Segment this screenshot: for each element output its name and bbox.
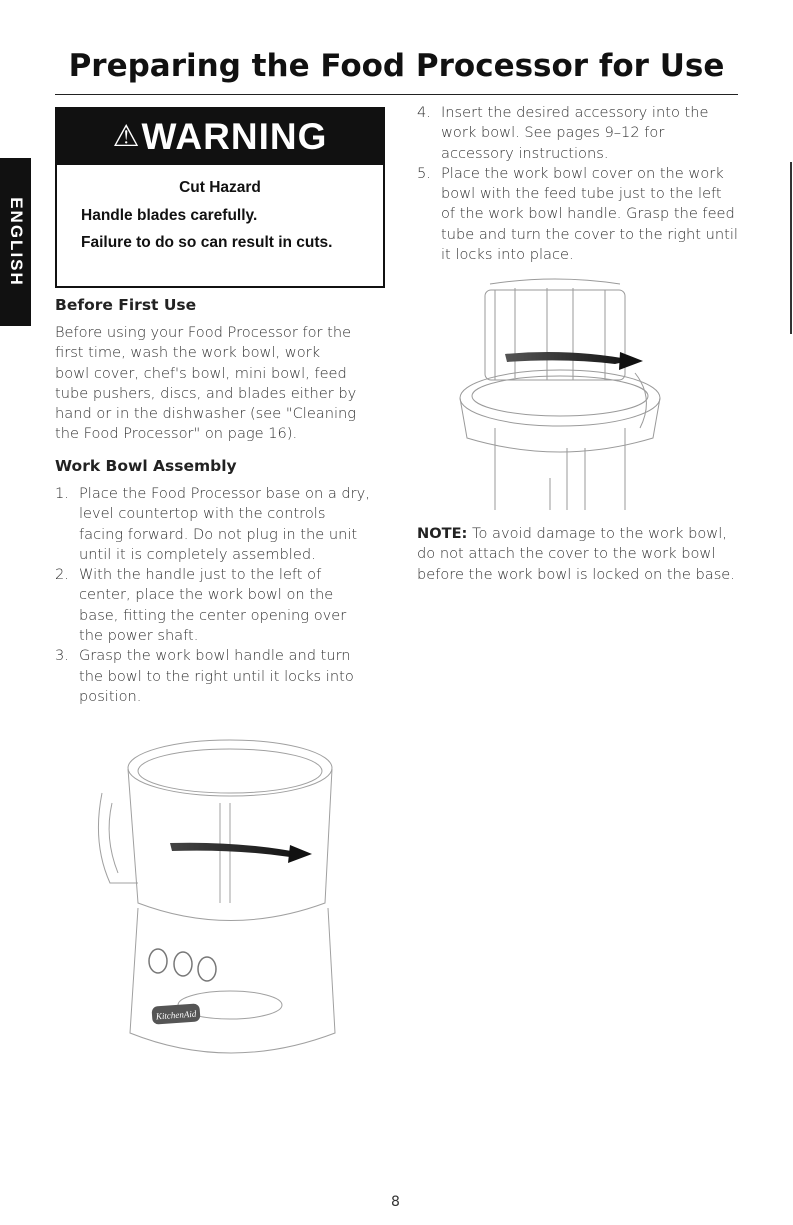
warning-line-2: Failure to do so can result in cuts. <box>81 234 333 251</box>
before-first-use-text <box>55 323 385 445</box>
step-text: Insert the desired accessory into the work bowl. See pages 9–12 for accessory instructions. <box>441 104 709 162</box>
arrow-head-icon <box>619 352 643 370</box>
language-tab <box>0 158 31 326</box>
text-line: Before using your Food Processor for the <box>55 324 352 341</box>
step-number: 3. <box>55 647 69 665</box>
step-number: 4. <box>417 104 431 121</box>
note-paragraph <box>417 524 742 585</box>
assembly-step <box>55 646 373 707</box>
step-text: Place the work bowl cover on the work bowl with the feed tube just to the left of the work bowl handle. Grasp the feed tube and turn the cover to the right until it locks into place. <box>441 164 738 264</box>
page-number: 8 <box>391 1194 400 1210</box>
assembly-steps-left <box>55 484 373 707</box>
text-line: the Food Processor" on page 16). <box>55 425 298 443</box>
turn-arrow-head-icon <box>288 845 312 863</box>
warning-triangle-icon: ⚠ <box>112 120 140 153</box>
assembly-steps-right <box>417 103 739 265</box>
assembly-step <box>55 565 373 646</box>
warning-word: WARNING <box>141 116 328 157</box>
margin-bar <box>790 162 792 334</box>
work-bowl-illustration <box>90 733 350 1068</box>
text-line: hand or in the dishwasher (see "Cleaning <box>55 405 357 423</box>
page-title: Preparing the Food Processor for Use <box>68 48 725 84</box>
step-number: 2. <box>55 566 69 584</box>
text-line: first time, wash the work bowl, work <box>55 344 321 362</box>
text-line: bowl cover, chef's bowl, mini bowl, feed <box>55 364 347 382</box>
text-line: tube pushers, discs, and blades either by <box>55 384 357 402</box>
assembly-step <box>417 103 739 164</box>
step-text: Place the Food Processor base on a dry, level countertop with the controls facing forward. Do not plug in the unit until it is completely assembled. <box>79 485 370 563</box>
step-text: With the handle just to the left of center, place the work bowl on the base, fitting the center opening over the power shaft. <box>79 566 347 645</box>
work-bowl-assembly-heading: Work Bowl Assembly <box>55 457 237 475</box>
assembly-step <box>55 484 373 565</box>
step-number: 1. <box>55 485 69 502</box>
assembly-step <box>417 164 739 265</box>
before-first-use-heading: Before First Use <box>55 296 197 314</box>
title-rule <box>55 94 738 95</box>
language-tab-label: ENGLISH <box>6 197 26 287</box>
hazard-title: Cut Hazard <box>179 179 261 196</box>
control-knobs <box>149 949 216 981</box>
warning-header <box>57 109 383 165</box>
warning-line-1: Handle blades carefully. <box>81 207 258 224</box>
rotation-arrow-icon <box>505 352 633 364</box>
brand-badge-text: KitchenAid <box>155 1008 197 1022</box>
turn-arrow-icon <box>170 843 302 857</box>
note-label: NOTE: <box>417 525 468 542</box>
warning-box <box>55 107 385 288</box>
step-text: Grasp the work bowl handle and turn the bowl to the right until it locks into position. <box>79 647 354 705</box>
step-number: 5. <box>417 164 431 182</box>
note-text: To avoid damage to the work bowl, do not attach the cover to the work bowl before the work bowl is locked on the base. <box>417 525 735 583</box>
cover-lock-illustration <box>455 278 665 510</box>
